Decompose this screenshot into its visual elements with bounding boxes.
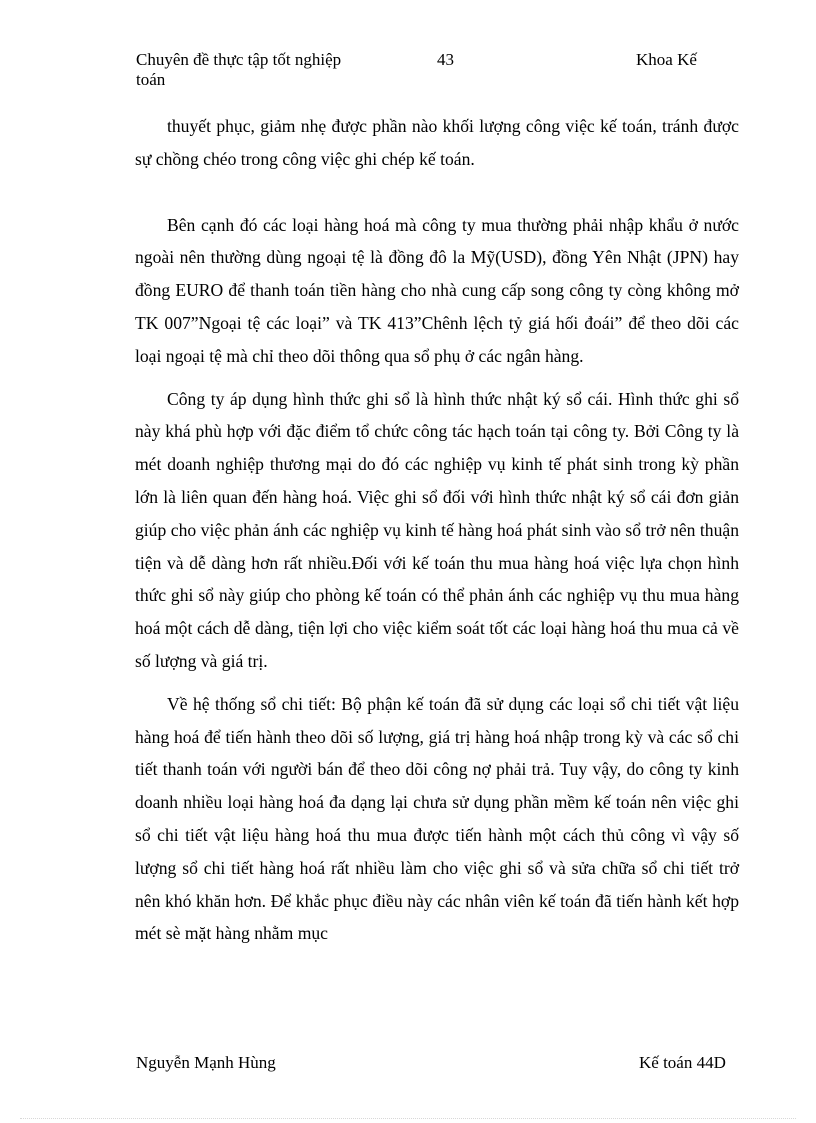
- header-title: [136, 50, 396, 90]
- footer-class: Kế toán 44D: [639, 1053, 726, 1072]
- footer-author: Nguyễn Mạnh Hùng: [136, 1053, 276, 1072]
- paragraph-4: Về hệ thống sổ chi tiết: Bộ phận kế toán đã sử dụng các loại sổ chi tiết vật liệu hàng hoá để tiến hành theo dõi số lượng, giá trị hàng hoá nhập trong kỳ và các sổ chi tiết thanh toán với người bán để theo dõi công nợ phải trả. Tuy vậy, do công ty kinh doanh nhiều loại hàng hoá đa dạng lại chưa sử dụng phần mềm kế toán nên việc ghi sổ chi tiết vật liệu hàng hoá thu mua được tiến hành một cách thủ công vì vậy số lượng sổ chi tiết hàng hoá rất nhiều làm cho việc ghi sổ và sửa chữa sổ chi tiết trở nên khó khăn hơn. Để khắc phục điều này các nhân viên kế toán đã tiến hành kết hợp mét sè mặt hàng nhằm mục: [135, 693, 739, 944]
- header-title-line1: Chuyên đề thực tập tốt nghiệp: [136, 50, 342, 69]
- page-number: 43: [437, 50, 454, 69]
- paragraph-1: thuyết phục, giảm nhẹ được phần nào khối lượng công việc kế toán, tránh được sự chồng chéo trong công việc ghi chép kế toán.: [135, 116, 739, 169]
- header-department: Khoa Kế: [636, 50, 697, 69]
- paragraph-3: Công ty áp dụng hình thức ghi sổ là hình thức nhật ký sổ cái. Hình thức ghi sổ này khá phù hợp với đặc điểm tổ chức công tác hạch toán tại công ty. Bởi Công ty là mét doanh nghiệp thương mại do đó các nghiệp vụ kinh tế phát sinh trong kỳ phần lớn là liên quan đến hàng hoá. Việc ghi sổ đối với hình thức nhật ký sổ cái đơn giản giúp cho việc phản ánh các nghiệp vụ kinh tế hàng hoá phát sinh vào sổ trở nên thuận tiện và dễ dàng hơn rất nhiều.Đối với kế toán thu mua hàng hoá việc lựa chọn hình thức ghi sổ này giúp cho phòng kế toán có thể phản ánh các nghiệp vụ thu mua hàng hoá một cách dễ dàng, tiện lợi cho việc kiểm soát tốt các loại hàng hoá thu mua cả về số lượng và giá trị.: [135, 388, 739, 671]
- header-title-line2: toán: [136, 70, 166, 89]
- paragraph-2: Bên cạnh đó các loại hàng hoá mà công ty mua thường phải nhập khẩu ở nước ngoài nên thường dùng ngoại tệ là đồng đô la Mỹ(USD), đồng Yên Nhật (JPN) hay đồng EURO để thanh toán tiền hàng cho nhà cung cấp song công ty còng không mở TK 007”Ngoại tệ các loại” và TK 413”Chênh lệch tỷ giá hối đoái” để theo dõi các loại ngoại tệ mà chỉ theo dõi thông qua sổ phụ ở các ngân hàng.: [135, 214, 739, 366]
- document-body: [135, 110, 739, 950]
- page-bottom-divider: [20, 1118, 796, 1119]
